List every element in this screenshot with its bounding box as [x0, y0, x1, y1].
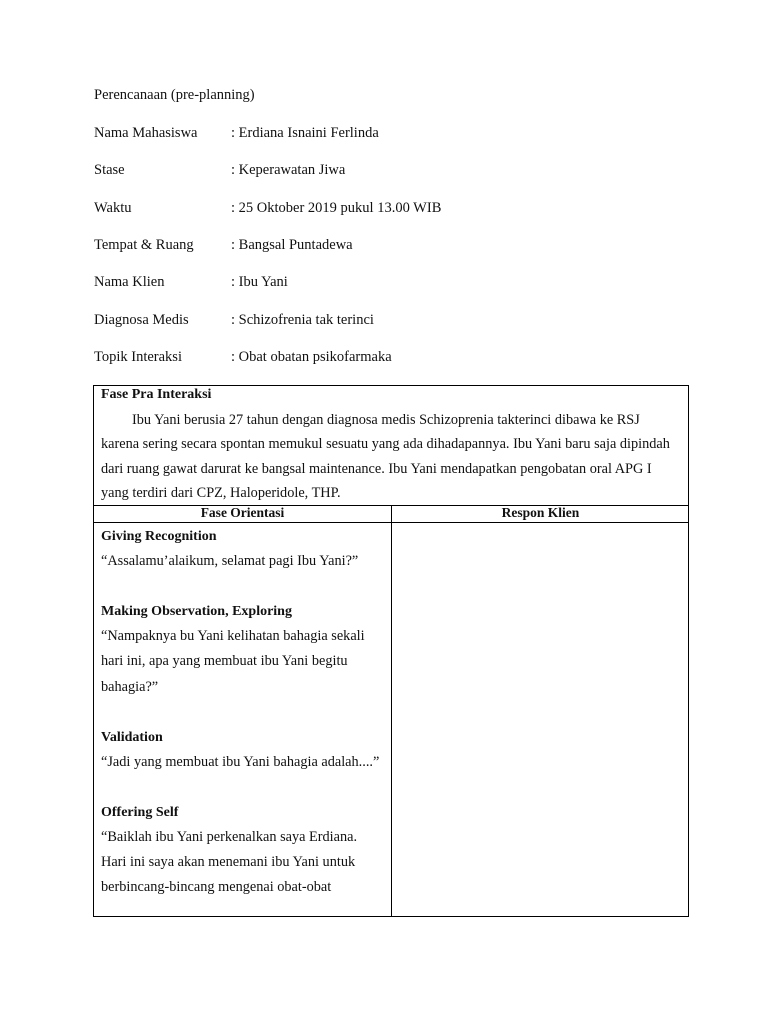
section-title: Giving Recognition	[101, 529, 217, 544]
info-row-client	[94, 274, 694, 294]
orientation-cell	[101, 524, 386, 926]
info-value: : Keperawatan Jiwa	[231, 162, 346, 178]
section-title: Validation	[101, 729, 163, 745]
info-label: Stase	[94, 162, 125, 178]
info-value: : Schizofrenia tak terinci	[231, 312, 374, 328]
info-label: Tempat & Ruang	[94, 237, 194, 253]
section-text: “Jadi yang membuat ibu Yani bahagia adalah....”	[101, 753, 380, 770]
section-text: “Baiklah ibu Yani perkenalkan saya Erdiana. Hari ini saya akan menemani ibu Yani untuk berbincang-bincang mengenai obat-obat	[101, 829, 358, 896]
info-label: Nama Klien	[94, 274, 165, 290]
info-value: : Obat obatan psikofarmaka	[231, 349, 392, 365]
section-text: “Assalamu’alaikum, selamat pagi Ibu Yani?”	[101, 553, 359, 569]
info-value: : Erdiana Isnaini Ferlinda	[231, 125, 379, 141]
section-giving-recognition	[101, 524, 386, 574]
info-label: Topik Interaksi	[94, 349, 182, 365]
orientation-table	[93, 505, 689, 917]
info-value: : 25 Oktober 2019 pukul 13.00 WIB	[231, 200, 442, 216]
section-making-observation	[101, 599, 386, 700]
info-row-stase	[94, 162, 694, 182]
info-row-topic	[94, 349, 694, 369]
info-row-place	[94, 237, 694, 257]
info-label: Nama Mahasiswa	[94, 125, 198, 141]
section-offering-self	[101, 800, 386, 901]
header-orientation: Fase Orientasi	[200, 505, 285, 520]
section-title: Making Observation, Exploring	[101, 604, 292, 620]
page-heading: Perencanaan (pre-planning)	[94, 87, 255, 103]
client-response-cell	[392, 523, 689, 916]
section-validation	[101, 725, 386, 775]
info-label: Waktu	[94, 200, 132, 216]
pre-interaction-box	[93, 385, 689, 506]
pre-interaction-title: Fase Pra Interaksi	[101, 387, 212, 402]
info-label: Diagnosa Medis	[94, 312, 189, 328]
info-row-diagnosis	[94, 312, 694, 332]
info-value: : Ibu Yani	[231, 274, 288, 290]
info-row-time	[94, 200, 694, 220]
section-title: Offering Self	[101, 805, 179, 821]
header-client-response: Respon Klien	[501, 505, 580, 520]
pre-interaction-text: Ibu Yani berusia 27 tahun dengan diagnosa medis Schizoprenia takterinci dibawa ke RSJ karena sering secara spontan memukul sesuatu yang ada dihadapannya. Ibu Yani baru saja dipindah dari ruang gawat darurat ke bangsal maintenance. Ibu Yani mendapatkan pengobatan oral APG I yang terdiri dari CPZ, Haloperidole, THP.	[101, 412, 670, 502]
info-value: : Bangsal Puntadewa	[231, 237, 353, 253]
info-row-student	[94, 125, 694, 145]
section-text: “Nampaknya bu Yani kelihatan bahagia sekali hari ini, apa yang membuat ibu Yani begitu bahagia?”	[101, 628, 365, 695]
